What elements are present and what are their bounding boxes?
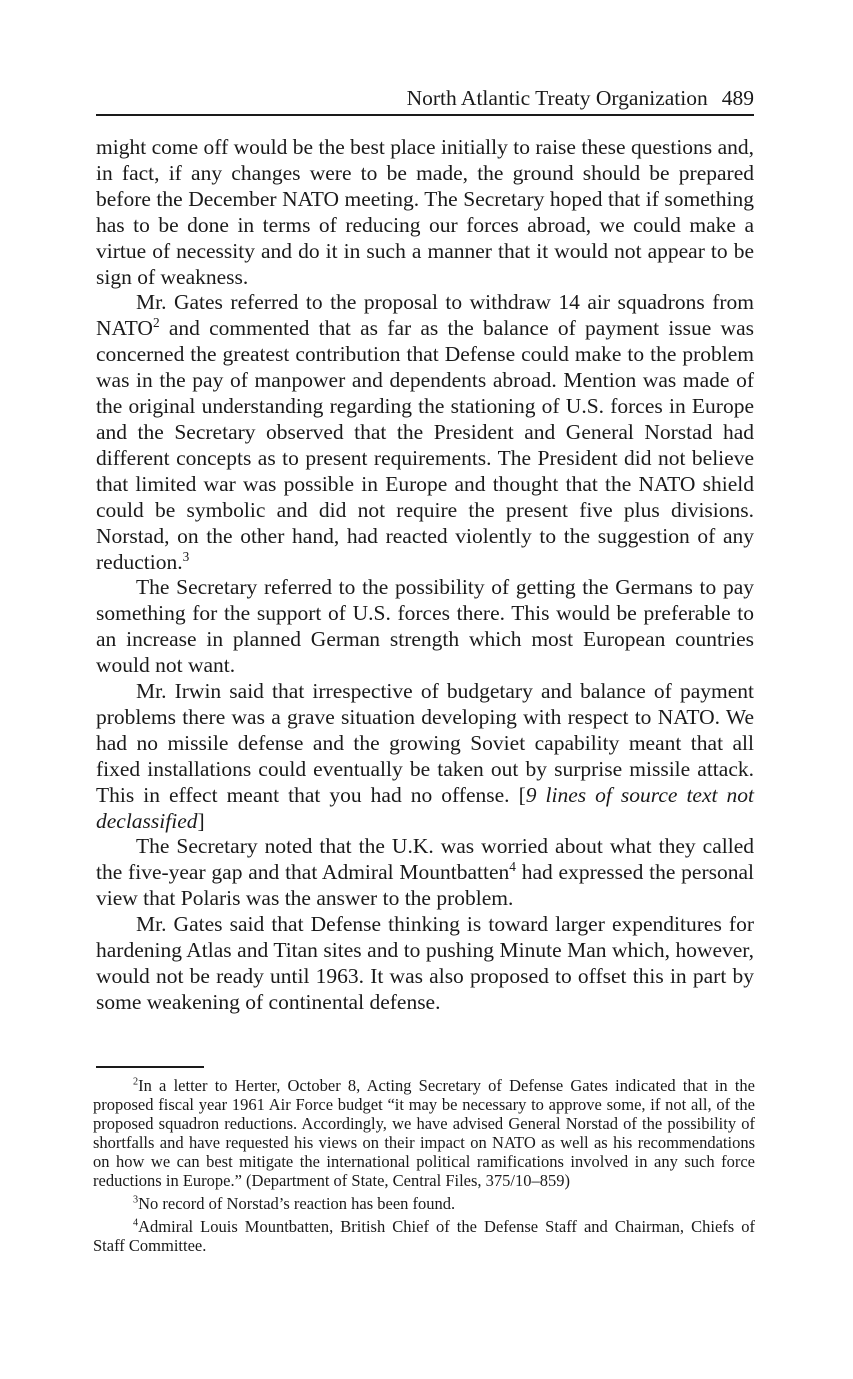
paragraph-irwin <box>96 679 754 834</box>
footnote-4 <box>93 1217 755 1255</box>
footnote-3 <box>93 1194 755 1213</box>
paragraph-text: might come off would be the best place initially to raise these questions and, in fact, if any changes were to be made, the ground should be prepared before the December NATO meeting. The Secretary hoped that if something has to be done in terms of reducing our forces abroad, we could make a virtue of necessity and do it in such a manner that it would not appear to be sign of weakness. <box>96 135 754 289</box>
footnote-text: Admiral Louis Mountbatten, British Chief of the Defense Staff and Chairman, Chiefs of Staff Committee. <box>93 1217 755 1255</box>
footnote-number: 3 <box>133 1194 139 1206</box>
redaction-note: 9 lines of source text not declassified <box>96 782 754 833</box>
paragraph-five-year-gap <box>96 834 754 912</box>
page-number: 489 <box>721 86 754 110</box>
paragraph-gates-squadrons <box>96 290 754 575</box>
running-header <box>96 82 754 116</box>
footnote-text: In a letter to Herter, October 8, Acting Secretary of Defense Gates indicated that in the proposed fiscal year 1961 Air Force budget “it may be necessary to approve some, if not all, of the proposed squadron reductions. Accordingly, we have advised General Norstad of the possibility of shortfalls and have requested his views on their impact on NATO as well as his recommendations on how we can best mitigate the international political ramifications involved in any such force reductions in Europe.” (Department of State, Central Files, 375/10–859) <box>93 1076 755 1190</box>
paragraph-continued <box>96 135 754 290</box>
footnotes <box>93 1076 755 1259</box>
footnote-2 <box>93 1076 755 1190</box>
paragraph-text: Mr. Gates referred to the proposal to withdraw 14 air squadrons from NATO <box>96 290 754 341</box>
paragraph-germans-support <box>96 575 754 679</box>
paragraph-text: The Secretary noted that the U.K. was worried about what they called the five-year gap and that Admiral Mountbatten <box>96 834 754 885</box>
footnote-ref-4[interactable]: 4 <box>509 859 516 875</box>
footnote-text: No record of Norstad’s reaction has been found. <box>138 1194 456 1213</box>
paragraph-text: Mr. Irwin said that irrespective of budgetary and balance of payment problems there was a grave situation developing with respect to NATO. We had no missile defense and the growing Soviet capability meant that all fixed installations could eventually be taken out by surprise missile attack. This in effect meant that you had no offense. [ <box>96 679 754 807</box>
footnote-number: 4 <box>133 1217 139 1229</box>
paragraph-text: had expressed the personal view that Polaris was the answer to the problem. <box>96 860 754 911</box>
footnote-number: 2 <box>133 1076 139 1088</box>
paragraph-text: ] <box>197 808 205 833</box>
footnote-ref-3[interactable]: 3 <box>182 548 190 564</box>
main-text <box>96 135 754 1016</box>
paragraph-text: and commented that as far as the balance of payment issue was concerned the greatest contribution that Defense could make to the problem was in the pay of manpower and dependents abroad. Mention was made of the original understanding regarding the stationing of U.S. forces in Europe and the Secretary observed that the President and General Norstad had different concepts as to present requirements. The President did not believe that limited war was possible in Europe and thought that the NATO shield could be symbolic and did not require the present five plus divisions. Norstad, on the other hand, had reacted violently to the suggestion of any reduction. <box>96 316 754 574</box>
running-header-title: North Atlantic Treaty Organization <box>406 86 708 110</box>
paragraph-gates-defense-thinking <box>96 912 754 1016</box>
paragraph-text: Mr. Gates said that Defense thinking is toward larger expenditures for hardening Atlas and Titan sites and to pushing Minute Man which, however, would not be ready until 1963. It was also proposed to offset this in part by some weakening of continental defense. <box>96 912 754 1014</box>
footnote-divider <box>96 1066 204 1068</box>
paragraph-text: The Secretary referred to the possibility of getting the Germans to pay something for the support of U.S. forces there. This would be preferable to an increase in planned German strength which most European countries would not want. <box>96 575 754 678</box>
footnote-ref-2[interactable]: 2 <box>152 315 160 331</box>
